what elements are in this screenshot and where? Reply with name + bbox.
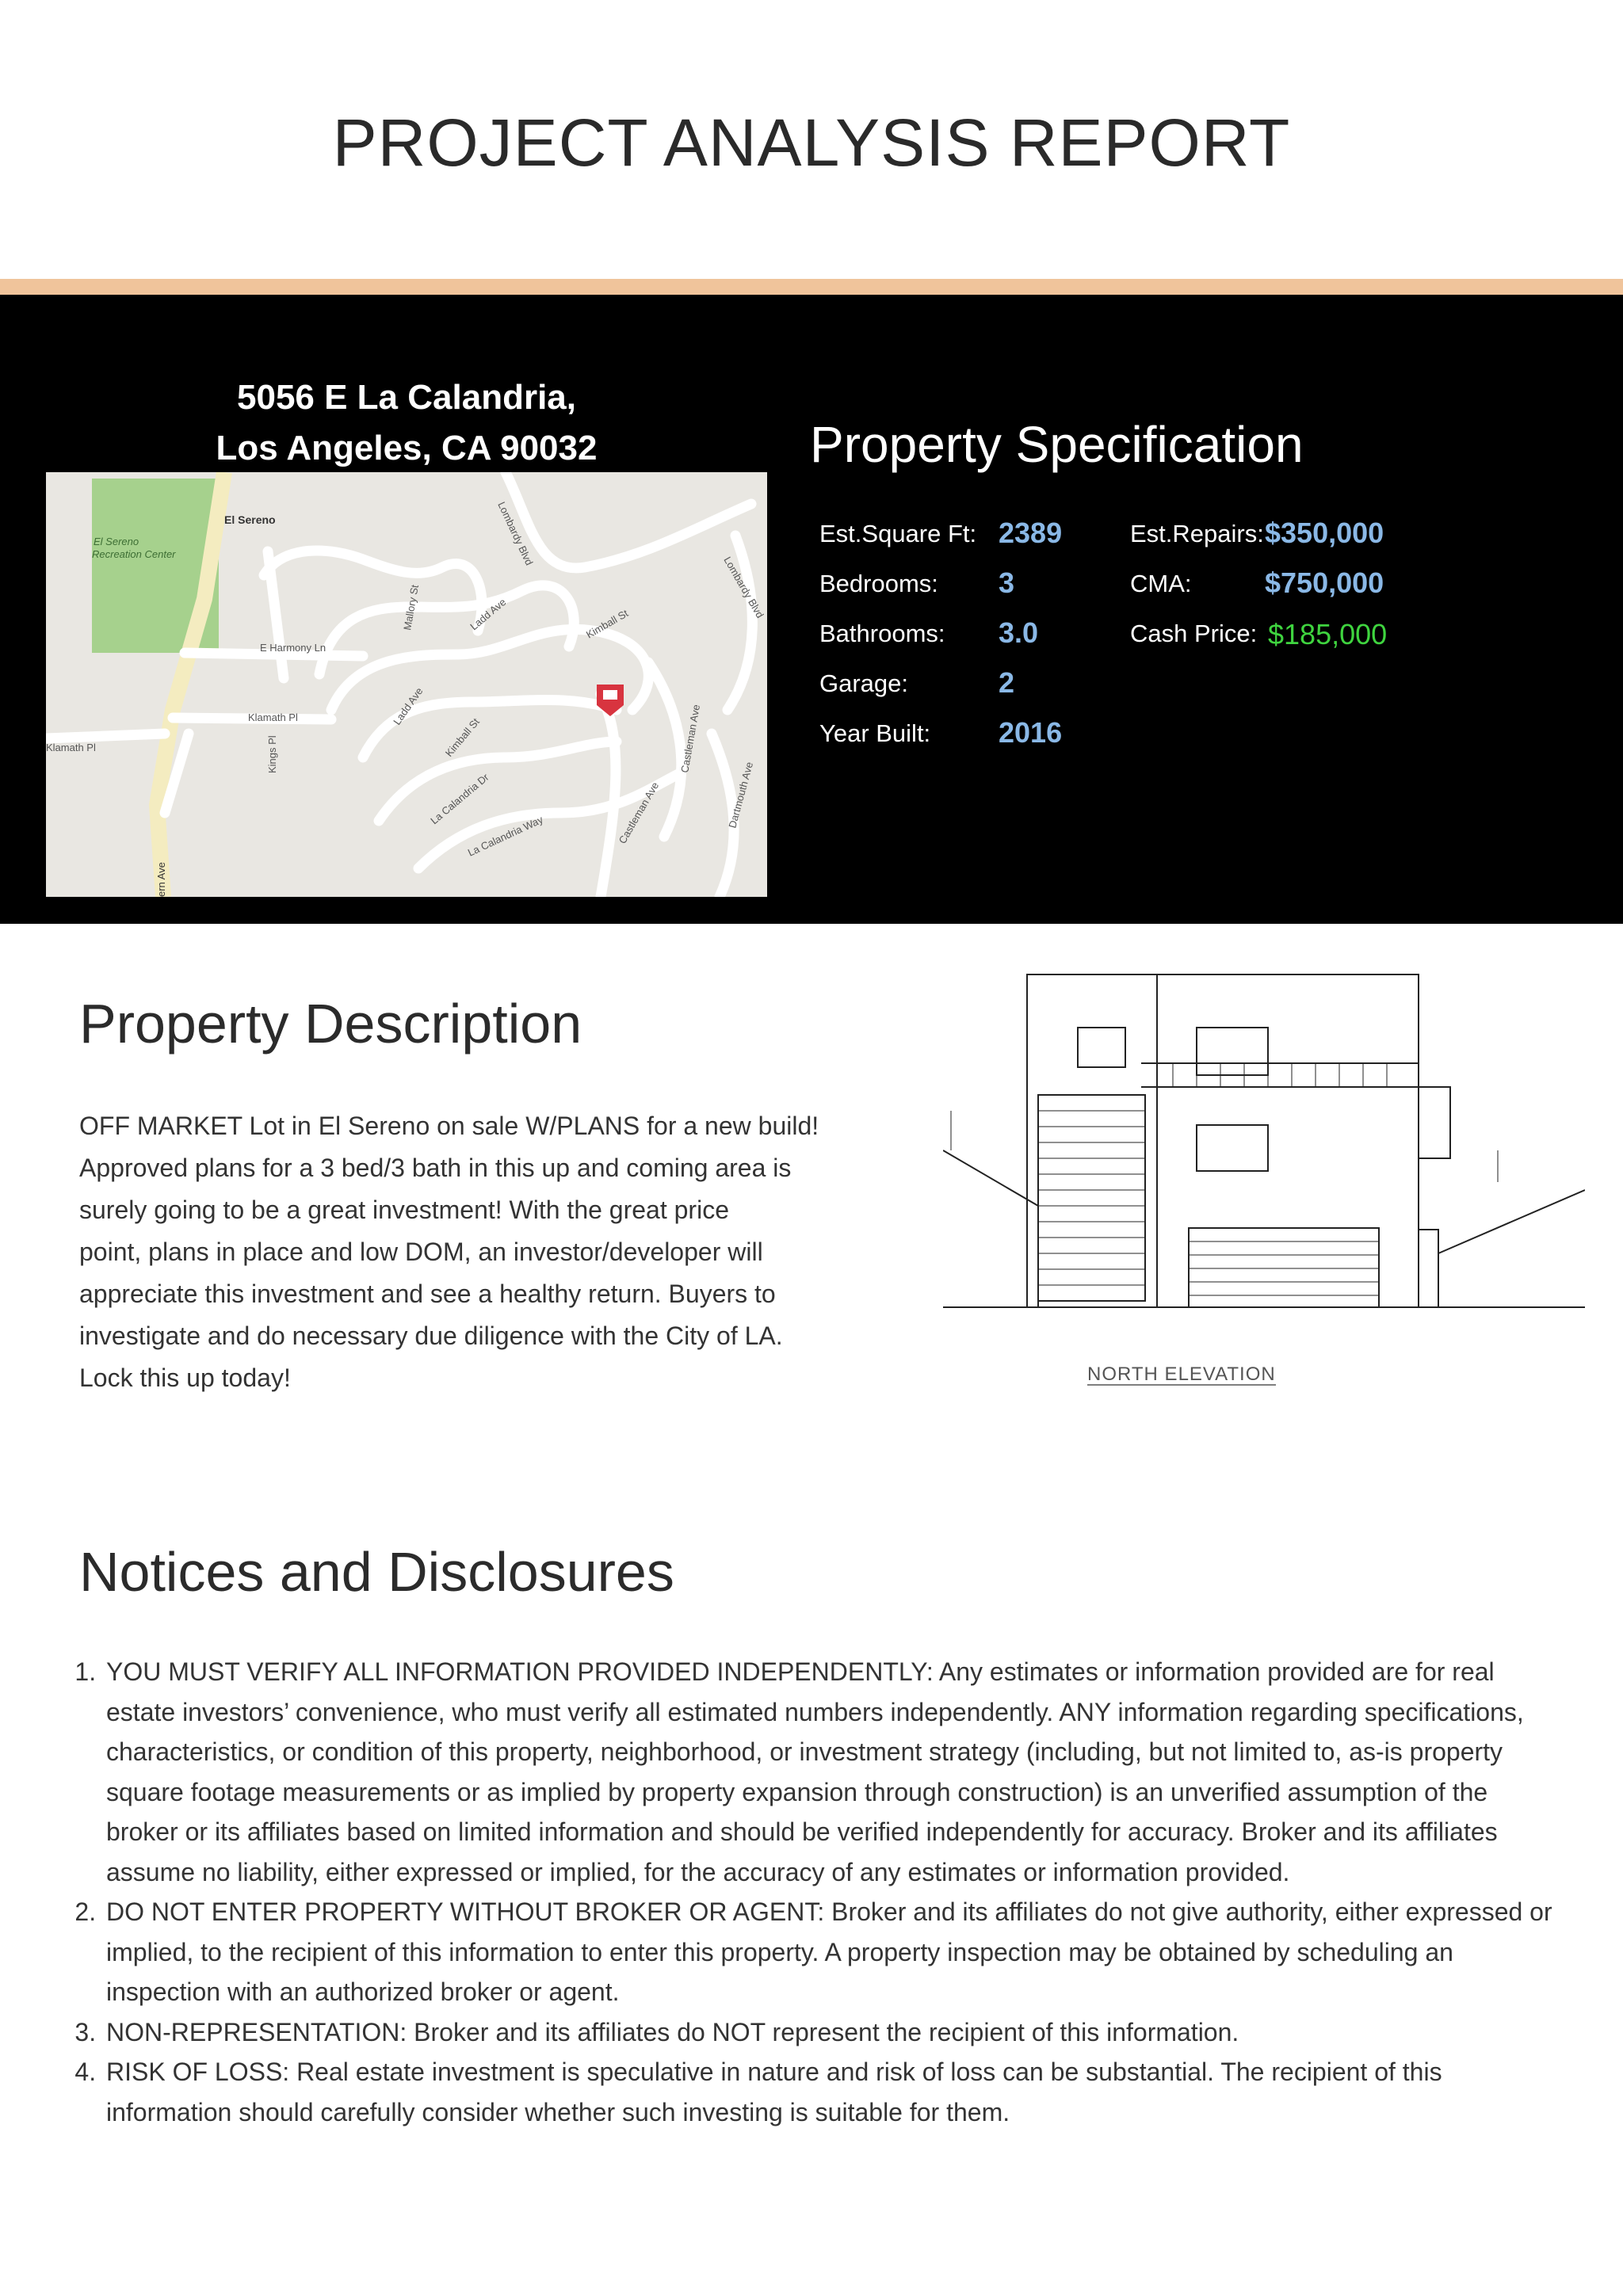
spec-value-garage: 2	[999, 666, 1015, 699]
property-address	[46, 372, 767, 474]
map-label-lacal-way: La Calandria Way	[465, 813, 545, 859]
map-label-ladd-2: Ladd Ave	[391, 685, 426, 727]
map-label-lacal-dr: La Calandria Dr	[428, 771, 491, 827]
description-line: point, plans in place and low DOM, an investor/developer will	[79, 1238, 763, 1266]
spec-value-bathrooms: 3.0	[999, 616, 1039, 649]
elevation-graphic	[943, 968, 1585, 1412]
description-line: Lock this up today!	[79, 1363, 291, 1392]
map-label-klamath: Klamath Pl	[248, 711, 298, 723]
elevation-caption: NORTH ELEVATION	[1087, 1363, 1276, 1385]
notices-list	[65, 1652, 1553, 2132]
map-label-el-sereno: El Sereno	[224, 513, 276, 526]
address-line-2: Los Angeles, CA 90032	[216, 429, 598, 467]
spec-label-cma: CMA:	[1130, 570, 1192, 597]
notice-item: 3. NON-REPRESENTATION: Broker and its affiliates do NOT represent the recipient of this information.	[103, 2012, 1553, 2053]
description-line: investigate and do necessary due diligence with the City of LA.	[79, 1322, 783, 1350]
report-title: PROJECT ANALYSIS REPORT	[332, 105, 1291, 180]
map-label-lombardy-2: Lombardy Blvd	[721, 555, 766, 620]
map-label-sereno-ave: ern Ave	[155, 862, 167, 897]
spec-value-cma: $750,000	[1265, 566, 1384, 599]
map-label-kimball-1: Kimball St	[584, 607, 631, 641]
map-graphic	[46, 472, 767, 897]
map-label-klamath-left: Klamath Pl	[46, 742, 96, 753]
map-label-rec-2: Recreation Center	[92, 548, 176, 560]
spec-label-garage: Garage:	[819, 669, 909, 697]
accent-divider	[0, 279, 1623, 295]
map-label-rec-1: El Sereno	[94, 536, 139, 547]
notices-heading: Notices and Disclosures	[79, 1541, 674, 1603]
spec-title: Property Specification	[810, 416, 1304, 473]
spec-value-repairs: $350,000	[1265, 517, 1384, 549]
north-elevation-drawing	[943, 968, 1585, 1412]
description-line: appreciate this investment and see a healthy return. Buyers to	[79, 1280, 776, 1308]
address-line-1: 5056 E La Calandria,	[237, 378, 576, 417]
map-label-castleman-2: Castleman Ave	[616, 780, 662, 846]
spec-label-repairs: Est.Repairs:	[1130, 520, 1264, 547]
notice-item: 2. DO NOT ENTER PROPERTY WITHOUT BROKER OR AGENT: Broker and its affiliates do not give authority, either expressed or implied, to the recipient of this information to enter this property. A property inspection may be obtained by scheduling an inspection with an authorized broker or agent.	[103, 1892, 1553, 2012]
map-label-mallory: Mallory St	[401, 583, 421, 631]
map-label-ladd-1: Ladd Ave	[468, 596, 509, 633]
description-line: Approved plans for a 3 bed/3 bath in this up and coming area is	[79, 1154, 792, 1182]
notice-item: 1. YOU MUST VERIFY ALL INFORMATION PROVIDED INDEPENDENTLY: Any estimates or information provided are for real estate investors’ convenience, who must verify all estimated numbers independently. ANY information regarding specifications, characteristics, or condition of this property, neighborhood, or investment strategy (including, but not limited to, as-is property square footage measurements or as implied by property expansion through construction) is an unverified assumption of the broker or its affiliates based on limited information and should be verified independently for accuracy. Broker and its affiliates assume no liability, either expressed or implied, for the accuracy of any estimates or information provided.	[103, 1652, 1553, 1892]
spec-value-bedrooms: 3	[999, 566, 1015, 599]
spec-value-year: 2016	[999, 716, 1063, 749]
map-label-kimball-2: Kimball St	[442, 715, 482, 759]
spec-label-sqft: Est.Square Ft:	[819, 520, 977, 547]
spec-label-year: Year Built:	[819, 719, 931, 747]
map-label-castleman-1: Castleman Ave	[678, 704, 703, 774]
description-line: surely going to be a great investment! With the great price	[79, 1196, 729, 1224]
map-label-harmony: E Harmony Ln	[260, 642, 327, 654]
spec-label-bedrooms: Bedrooms:	[819, 570, 938, 597]
description-line: OFF MARKET Lot in El Sereno on sale W/PLANS for a new build!	[79, 1112, 819, 1140]
description-text	[79, 1105, 840, 1399]
description-heading: Property Description	[79, 993, 582, 1055]
spec-label-cash-price: Cash Price:	[1130, 620, 1258, 647]
map-label-lombardy-1: Lombardy Blvd	[495, 499, 536, 567]
map-label-kings: Kings Pl	[266, 735, 278, 773]
spec-value-cash-price: $185,000	[1268, 618, 1388, 650]
spec-label-bathrooms: Bathrooms:	[819, 620, 945, 647]
map-label-dartmouth: Dartmouth Ave	[726, 761, 756, 830]
location-map[interactable]	[46, 472, 767, 897]
spec-value-sqft: 2389	[999, 517, 1063, 549]
notice-item: 4. RISK OF LOSS: Real estate investment is speculative in nature and risk of loss can be substantial. The recipient of this information should carefully consider whether such investing is suitable for them.	[103, 2052, 1553, 2132]
